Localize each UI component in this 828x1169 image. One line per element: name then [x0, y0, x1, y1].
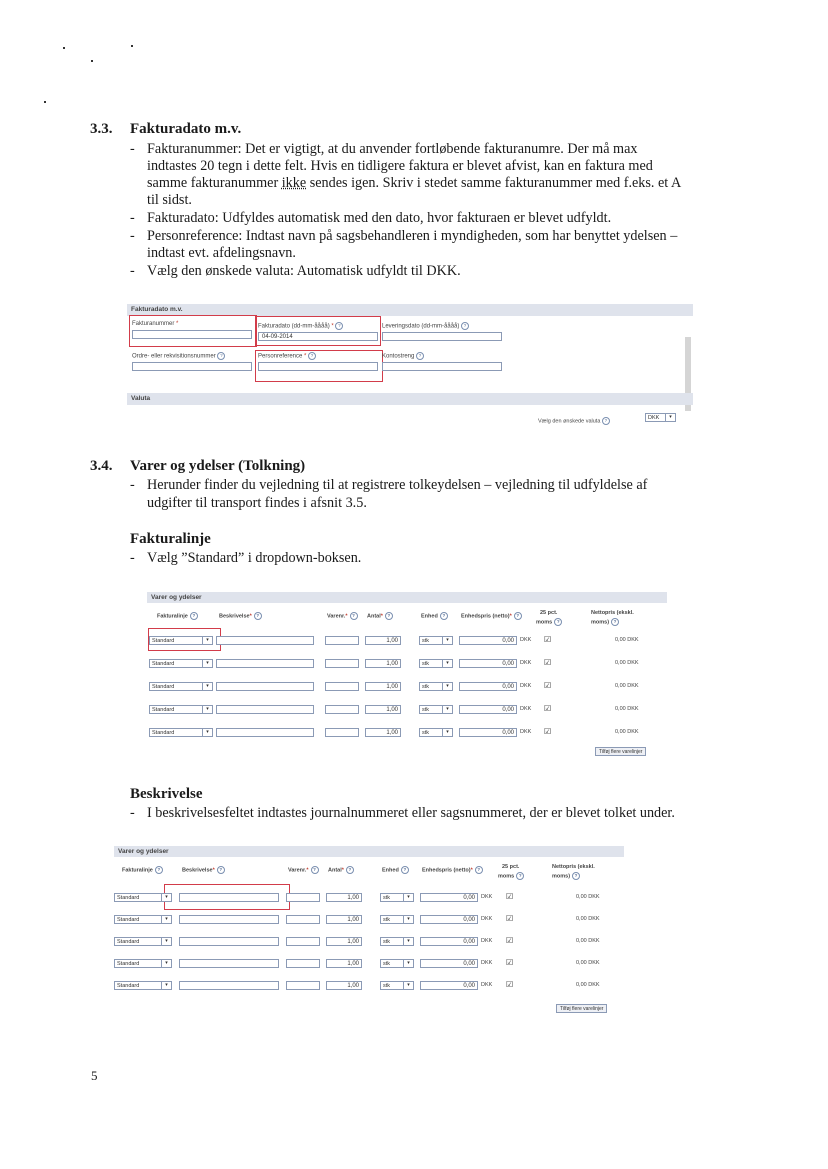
scan-mark	[63, 47, 65, 49]
moms-checkbox[interactable]: ☑	[506, 914, 514, 923]
bullet-line: - I beskrivelsesfeltet indtastes journalnummeret eller sagsnummeret, der er blevet tolket under.	[130, 805, 675, 821]
table-row	[114, 893, 624, 903]
nettopris-value: 0,00 DKK	[615, 729, 639, 735]
antal-input[interactable]: 1,00	[326, 893, 362, 902]
table-row	[147, 705, 667, 715]
scan-mark	[91, 60, 93, 62]
section-title: Varer og ydelser (Tolkning)	[130, 458, 306, 474]
enhed-select[interactable]	[419, 659, 453, 668]
help-icon: ?	[190, 612, 198, 620]
bullet-line: - Vælg ”Standard” i dropdown-boksen.	[130, 550, 362, 566]
section-number: 3.3.	[90, 121, 113, 137]
chevron-down-icon: ▾	[442, 729, 452, 736]
col-netto-label	[591, 618, 619, 626]
nettopris-value: 0,00 DKK	[576, 938, 600, 944]
enhed-value: stk	[422, 661, 430, 667]
col-netto-text: moms)	[591, 619, 610, 626]
currency-label: DKK	[481, 960, 493, 966]
col-enhed-text: Enhed	[382, 867, 399, 874]
page-number: 5	[91, 1068, 98, 1083]
col-beskrivelse-text: Beskrivelse	[182, 867, 213, 874]
col-fakturalinje-text: Fakturalinje	[122, 867, 153, 874]
varenr-input[interactable]	[325, 728, 359, 737]
fakturalinje-select[interactable]	[149, 705, 213, 714]
chevron-down-icon: ▾	[161, 960, 171, 967]
section-number: 3.4.	[90, 458, 113, 474]
currency-label: DKK	[481, 938, 493, 944]
fakturalinje-value: Standard	[152, 684, 175, 690]
currency-label: DKK	[520, 637, 532, 643]
required-marker: *	[249, 613, 252, 620]
col-netto-label: Nettopris (ekskl.	[591, 610, 634, 616]
col-enhed-text: Enhed	[421, 613, 438, 620]
beskrivelse-input[interactable]	[216, 659, 314, 668]
col-moms-label	[536, 618, 562, 626]
enhed-value: stk	[383, 917, 391, 923]
highlight-box	[129, 315, 257, 347]
fakturalinje-value: Standard	[152, 661, 175, 667]
varenr-input[interactable]	[325, 659, 359, 668]
kontostreng-label: Kontostreng ?	[382, 352, 424, 360]
currency-label: DKK	[520, 660, 532, 666]
fakturalinje-select[interactable]	[149, 682, 213, 691]
valuta-header: Valuta	[127, 393, 693, 405]
help-icon: ?	[217, 866, 225, 874]
fakturadato-screenshot	[127, 304, 693, 430]
required-marker: *	[212, 867, 215, 874]
nettopris-value: 0,00 DKK	[615, 683, 639, 689]
beskrivelse-input[interactable]	[179, 959, 279, 968]
col-beskrivelse-label	[182, 866, 225, 874]
fakturalinje-value: Standard	[117, 983, 140, 989]
enhedspris-input[interactable]: 0,00	[420, 893, 478, 902]
bullet-line: - Personreference: Indtast navn på sagsbehandleren i myndigheden, som har benyttet ydelsen –	[130, 228, 678, 244]
highlight-box	[255, 316, 381, 346]
col-varenr-text: Varenr.	[288, 867, 307, 874]
chevron-down-icon: ▾	[442, 706, 452, 713]
beskrivelse-input[interactable]	[216, 728, 314, 737]
bullet-line: til sidst.	[147, 192, 192, 208]
fakturalinje-select[interactable]	[149, 659, 213, 668]
enhedspris-input[interactable]: 0,00	[459, 682, 517, 691]
help-icon: ?	[350, 612, 358, 620]
col-enhed-label	[421, 612, 448, 620]
enhed-select[interactable]	[419, 705, 453, 714]
nettopris-value: 0,00 DKK	[615, 660, 639, 666]
enhedspris-input[interactable]: 0,00	[459, 705, 517, 714]
enhedspris-input[interactable]: 0,00	[459, 659, 517, 668]
fakturadato-label: Fakturadato (dd-mm-åååå) * ?	[258, 322, 343, 330]
chevron-down-icon: ▾	[161, 982, 171, 989]
beskrivelse-input[interactable]	[216, 636, 314, 645]
fakturalinje-select[interactable]	[114, 937, 172, 946]
help-icon: ?	[308, 352, 316, 360]
antal-input[interactable]: 1,00	[365, 659, 401, 668]
fakturalinje-select[interactable]	[149, 728, 213, 737]
bullet-line: udgifter til transport findes i afsnit 3.5.	[147, 495, 367, 511]
bullet-line: samme fakturanummer ikke sendes igen. Skriv i stedet samme fakturanummer med f.eks. et A	[147, 175, 682, 191]
fakturalinje-value: Standard	[117, 939, 140, 945]
help-icon: ?	[155, 866, 163, 874]
fakturalinje-select[interactable]	[114, 959, 172, 968]
chevron-down-icon: ▾	[202, 637, 212, 644]
fakturalinje-value: Standard	[152, 730, 175, 736]
enhedspris-input[interactable]: 0,00	[420, 959, 478, 968]
nettopris-value: 0,00 DKK	[576, 982, 600, 988]
subsection-title: Beskrivelse	[130, 786, 203, 802]
highlight-box	[255, 350, 383, 382]
moms-checkbox[interactable]: ☑	[506, 980, 514, 989]
fakturalinje-value: Standard	[117, 961, 140, 967]
enhed-select[interactable]	[380, 959, 414, 968]
beskrivelse-input[interactable]	[216, 705, 314, 714]
required-marker: *	[341, 867, 344, 874]
table-row	[147, 636, 667, 646]
help-icon: ?	[311, 866, 319, 874]
col-moms-label: 25 pct.	[540, 610, 558, 616]
antal-input[interactable]: 1,00	[326, 937, 362, 946]
required-marker: *	[345, 613, 348, 620]
chevron-down-icon: ▾	[403, 916, 413, 923]
required-marker: *	[470, 867, 473, 874]
bullet-line: - Herunder finder du vejledning til at registrere tolkeydelsen – vejledning til udfyldelse af	[130, 477, 648, 493]
chevron-down-icon: ▾	[202, 660, 212, 667]
fakturalinje-value: Standard	[117, 917, 140, 923]
col-moms-text: moms	[536, 619, 553, 626]
help-icon: ?	[385, 612, 393, 620]
valuta-label: Vælg den ønskede valuta ?	[538, 417, 610, 425]
antal-input[interactable]: 1,00	[326, 981, 362, 990]
moms-checkbox[interactable]: ☑	[506, 892, 514, 901]
chevron-down-icon: ▾	[403, 938, 413, 945]
nettopris-value: 0,00 DKK	[615, 706, 639, 712]
bullet-line: - Fakturadato: Udfyldes automatisk med den dato, hvor fakturaen er blevet udfyldt.	[130, 210, 612, 226]
subsection-title: Fakturalinje	[130, 531, 211, 547]
antal-input[interactable]: 1,00	[326, 959, 362, 968]
help-icon: ?	[440, 612, 448, 620]
col-varenr-label	[327, 612, 358, 620]
col-fakturalinje-text: Fakturalinje	[157, 613, 188, 620]
moms-checkbox[interactable]: ☑	[506, 958, 514, 967]
table-row	[114, 937, 624, 947]
table-row	[147, 728, 667, 738]
help-icon: ?	[554, 618, 562, 626]
beskrivelse-input[interactable]	[179, 893, 279, 902]
add-lines-button[interactable]: Tilføj flere varelinjer	[556, 1004, 607, 1013]
currency-label: DKK	[520, 729, 532, 735]
table-header: Varer og ydelser	[147, 592, 667, 603]
enhed-value: stk	[422, 638, 430, 644]
moms-checkbox[interactable]: ☑	[544, 727, 552, 736]
fakturalinje-select[interactable]	[114, 893, 172, 902]
leveringsdato-input[interactable]	[382, 332, 502, 341]
help-icon: ?	[514, 612, 522, 620]
enhedspris-input[interactable]: 0,00	[420, 981, 478, 990]
section-title: Fakturadato m.v.	[130, 121, 242, 137]
antal-input[interactable]: 1,00	[326, 915, 362, 924]
varenr-input[interactable]	[325, 682, 359, 691]
col-netto-label	[552, 872, 580, 880]
enhed-select[interactable]	[380, 937, 414, 946]
fakturalinje-value: Standard	[152, 638, 175, 644]
enhed-value: stk	[383, 961, 391, 967]
chevron-down-icon: ▾	[403, 894, 413, 901]
help-icon: ?	[335, 322, 343, 330]
chevron-down-icon: ▾	[202, 706, 212, 713]
col-antal-label	[367, 612, 393, 620]
col-antal-text: Antal	[367, 613, 381, 620]
nettopris-value: 0,00 DKK	[615, 637, 639, 643]
scan-mark	[44, 101, 46, 103]
varer-table-screenshot-1	[147, 592, 667, 762]
ordre-input[interactable]	[132, 362, 252, 371]
help-icon: ?	[254, 612, 262, 620]
fakturanummer-label: Fakturanummer *	[132, 321, 179, 327]
col-netto-text: moms)	[552, 873, 571, 880]
required-marker: *	[509, 613, 512, 620]
beskrivelse-input[interactable]	[216, 682, 314, 691]
beskrivelse-input[interactable]	[179, 981, 279, 990]
help-icon: ?	[602, 417, 610, 425]
chevron-down-icon: ▾	[202, 729, 212, 736]
enhed-select[interactable]	[419, 728, 453, 737]
table-row	[114, 915, 624, 925]
chevron-down-icon: ▾	[403, 960, 413, 967]
varenr-input[interactable]	[286, 937, 320, 946]
bullet-line: indtastes 20 tegn i dette felt. Hvis en tidligere faktura er blevet afvist, kan en faktura med	[147, 158, 653, 174]
chevron-down-icon: ▾	[442, 660, 452, 667]
varenr-input[interactable]	[286, 959, 320, 968]
moms-checkbox[interactable]: ☑	[544, 681, 552, 690]
currency-label: DKK	[481, 894, 493, 900]
help-icon: ?	[475, 866, 483, 874]
table-row	[147, 659, 667, 669]
varenr-input[interactable]	[286, 981, 320, 990]
fakturalinje-select[interactable]	[149, 636, 213, 645]
enhed-value: stk	[422, 707, 430, 713]
bullet-line: - Fakturanummer: Det er vigtigt, at du anvender fortløbende fakturanumre. Der må max	[130, 141, 638, 157]
col-antal-text: Antal	[328, 867, 342, 874]
fakturalinje-select[interactable]	[114, 915, 172, 924]
help-icon: ?	[416, 352, 424, 360]
fakturalinje-value: Standard	[117, 895, 140, 901]
valuta-select[interactable]: DKK ▾	[645, 413, 676, 422]
help-icon: ?	[217, 352, 225, 360]
enhed-select[interactable]	[380, 893, 414, 902]
add-lines-button[interactable]: Tilføj flere varelinjer	[595, 747, 646, 756]
chevron-down-icon: ▾	[665, 414, 675, 421]
help-icon: ?	[572, 872, 580, 880]
bullet-line: indtast evt. afdelingsnavn.	[147, 245, 296, 261]
leveringsdato-label: Leveringsdato (dd-mm-åååå) ?	[382, 322, 469, 330]
col-enhedspris-text: Enhedspris (netto)	[422, 867, 471, 874]
col-enhedspris-label	[461, 612, 522, 620]
col-moms-label	[498, 872, 524, 880]
table-header: Varer og ydelser	[114, 846, 624, 857]
section-header: Fakturadato m.v.	[127, 304, 693, 316]
fakturalinje-value: Standard	[152, 707, 175, 713]
chevron-down-icon: ▾	[442, 683, 452, 690]
ordre-label: Ordre- eller rekvisitionsnummer ?	[132, 352, 225, 360]
currency-label: DKK	[481, 916, 493, 922]
required-marker: *	[380, 613, 383, 620]
chevron-down-icon: ▾	[202, 683, 212, 690]
enhed-select[interactable]	[380, 981, 414, 990]
enhed-select[interactable]	[419, 682, 453, 691]
varenr-input[interactable]	[325, 636, 359, 645]
col-varenr-text: Varenr.	[327, 613, 346, 620]
help-icon: ?	[611, 618, 619, 626]
help-icon: ?	[401, 866, 409, 874]
chevron-down-icon: ▾	[161, 916, 171, 923]
col-antal-label	[328, 866, 354, 874]
enhedspris-input[interactable]: 0,00	[459, 728, 517, 737]
chevron-down-icon: ▾	[403, 982, 413, 989]
varenr-input[interactable]	[286, 915, 320, 924]
varenr-input[interactable]	[325, 705, 359, 714]
col-varenr-label	[288, 866, 319, 874]
moms-checkbox[interactable]: ☑	[544, 658, 552, 667]
enhed-value: stk	[383, 983, 391, 989]
varer-table-screenshot-2	[114, 846, 624, 1018]
enhedspris-input[interactable]: 0,00	[459, 636, 517, 645]
table-row	[114, 981, 624, 991]
nettopris-value: 0,00 DKK	[576, 894, 600, 900]
moms-checkbox[interactable]: ☑	[544, 635, 552, 644]
fakturadato-input[interactable]: 04-09-2014	[258, 332, 378, 341]
table-row	[114, 959, 624, 969]
scan-mark	[131, 45, 133, 47]
help-icon: ?	[346, 866, 354, 874]
personreference-label: Personreference * ?	[258, 352, 316, 360]
col-enhedspris-label	[422, 866, 483, 874]
nettopris-value: 0,00 DKK	[576, 960, 600, 966]
antal-input[interactable]: 1,00	[365, 728, 401, 737]
table-row	[147, 682, 667, 692]
col-enhedspris-text: Enhedspris (netto)	[461, 613, 510, 620]
col-beskrivelse-label	[219, 612, 262, 620]
chevron-down-icon: ▾	[442, 637, 452, 644]
col-enhed-label	[382, 866, 409, 874]
col-moms-label: 25 pct.	[502, 864, 520, 870]
enhed-value: stk	[422, 730, 430, 736]
enhed-select[interactable]	[419, 636, 453, 645]
enhed-value: stk	[383, 895, 391, 901]
nettopris-value: 0,00 DKK	[576, 916, 600, 922]
currency-label: DKK	[520, 706, 532, 712]
help-icon: ?	[516, 872, 524, 880]
currency-label: DKK	[520, 683, 532, 689]
beskrivelse-input[interactable]	[179, 937, 279, 946]
antal-input[interactable]: 1,00	[365, 636, 401, 645]
col-fakturalinje-label	[157, 612, 198, 620]
antal-input[interactable]: 1,00	[365, 682, 401, 691]
antal-input[interactable]: 1,00	[365, 705, 401, 714]
enhed-value: stk	[383, 939, 391, 945]
currency-label: DKK	[481, 982, 493, 988]
chevron-down-icon: ▾	[161, 894, 171, 901]
col-netto-label: Nettopris (ekskl.	[552, 864, 595, 870]
col-moms-text: moms	[498, 873, 515, 880]
help-icon: ?	[461, 322, 469, 330]
moms-checkbox[interactable]: ☑	[544, 704, 552, 713]
enhed-select[interactable]	[380, 915, 414, 924]
col-beskrivelse-text: Beskrivelse	[219, 613, 250, 620]
beskrivelse-input[interactable]	[179, 915, 279, 924]
required-marker: *	[306, 867, 309, 874]
enhedspris-input[interactable]: 0,00	[420, 937, 478, 946]
moms-checkbox[interactable]: ☑	[506, 936, 514, 945]
fakturalinje-select[interactable]	[114, 981, 172, 990]
chevron-down-icon: ▾	[161, 938, 171, 945]
enhed-value: stk	[422, 684, 430, 690]
kontostreng-input[interactable]	[382, 362, 502, 371]
varenr-input[interactable]	[286, 893, 320, 902]
bullet-line: - Vælg den ønskede valuta: Automatisk udfyldt til DKK.	[130, 263, 461, 279]
col-fakturalinje-label	[122, 866, 163, 874]
enhedspris-input[interactable]: 0,00	[420, 915, 478, 924]
